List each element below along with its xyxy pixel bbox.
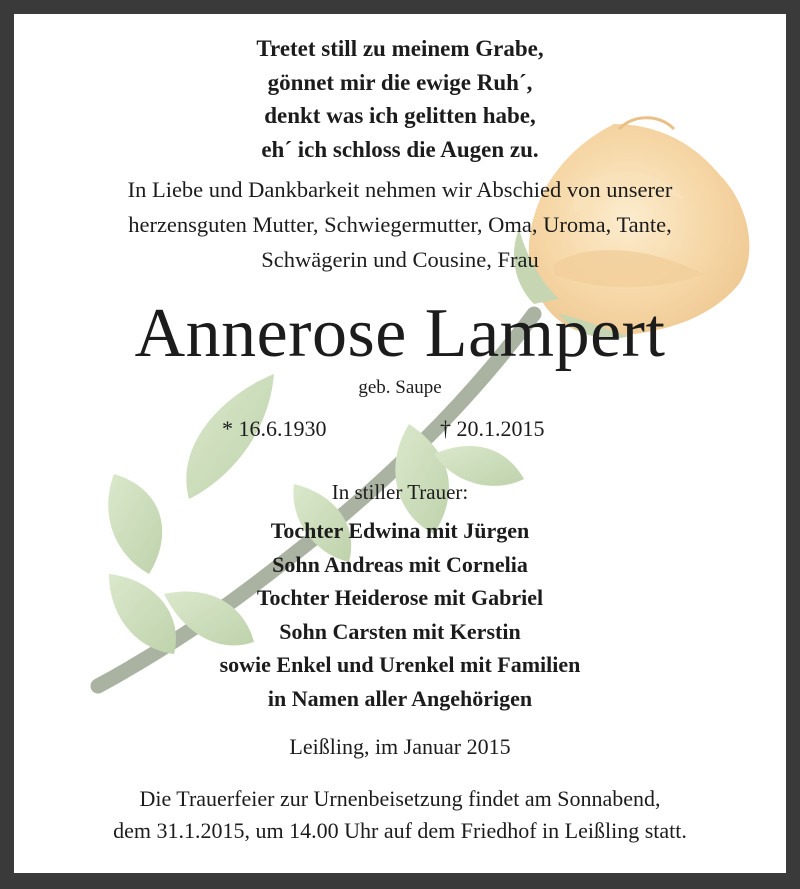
deceased-name: Annerose Lampert (134, 295, 666, 372)
poem-line: Tretet still zu meinem Grabe, (256, 36, 544, 61)
mourners-list (14, 514, 786, 715)
mourner-entry: in Namen aller Angehörigen (267, 685, 533, 711)
service-line: dem 31.1.2015, um 14.00 Uhr auf dem Friedhof in Leißling statt. (113, 818, 687, 843)
mourning-label: In stiller Trauer: (331, 480, 469, 504)
poem-line: denkt was ich gelitten habe, (264, 103, 536, 128)
mourner-entry: Tochter Edwina mit Jürgen (270, 518, 530, 543)
death-date: † 20.1.2015 (440, 416, 545, 441)
funeral-service-info (14, 783, 786, 847)
farewell-intro (14, 172, 786, 277)
place-and-date: Leißling, im Januar 2015 (289, 734, 511, 759)
notice-text (14, 14, 786, 873)
mourner-entry: sowie Enkel und Urenkel mit Familien (219, 652, 581, 677)
mourner-entry: Tochter Heiderose mit Gabriel (256, 585, 544, 610)
birth-date: * 16.6.1930 (222, 416, 327, 441)
poem-line: eh´ ich schloss die Augen zu. (261, 136, 539, 162)
intro-line: Schwägerin und Cousine, Frau (261, 247, 539, 272)
maiden-name: geb. Saupe (358, 377, 442, 398)
service-line: Die Trauerfeier zur Urnenbeisetzung findet am Sonnabend, (139, 786, 661, 811)
mourner-entry: Sohn Carsten mit Kerstin (279, 618, 521, 644)
memorial-poem (14, 32, 786, 166)
poem-line: gönnet mir die ewige Ruh´, (267, 69, 533, 95)
intro-line: herzensguten Mutter, Schwiegermutter, Oma, Uroma, Tante, (128, 212, 672, 237)
intro-line: In Liebe und Dankbarkeit nehmen wir Abschied von unserer (127, 177, 673, 202)
mourner-entry: Sohn Andreas mit Cornelia (272, 551, 528, 577)
